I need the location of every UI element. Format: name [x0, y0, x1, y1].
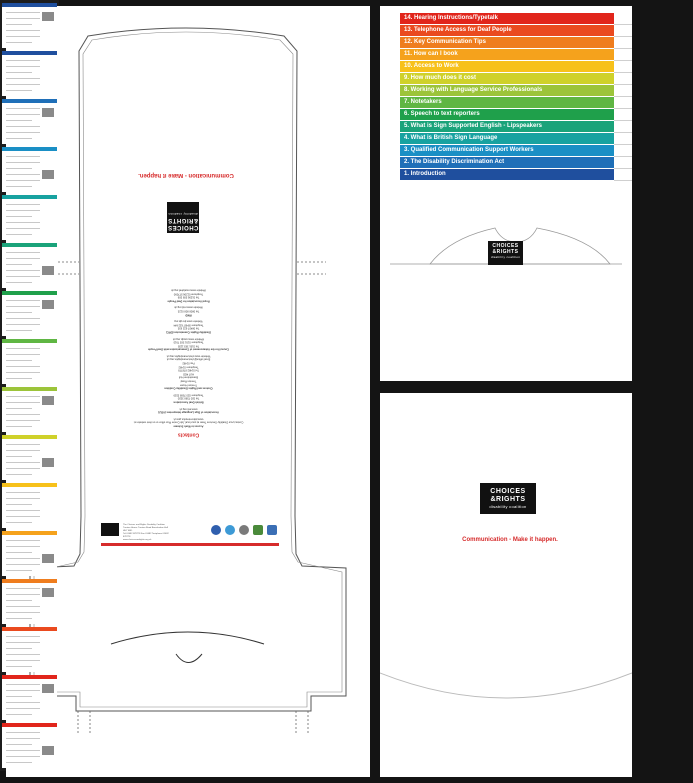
tab-13: 13. Telephone Access for Deaf People — [400, 25, 614, 36]
contact-line: Tel 0191 383 1155 — [177, 344, 200, 348]
thumbnail-text-line — [6, 312, 32, 313]
thumbnail-text-line — [6, 522, 32, 523]
page-thumbnail — [2, 579, 57, 624]
thumbnail-text-line — [6, 564, 40, 565]
thumbnail-text-line — [6, 282, 32, 283]
tab-5: 5. What is Sign Supported English - Lipspeakers — [400, 121, 614, 132]
footer-line: The Choices and Rights Disability Coalition — [123, 524, 165, 526]
logo-line1: CHOICES — [492, 243, 519, 249]
logo-line1: CHOICES — [490, 488, 526, 495]
thumbnail-text-line — [6, 234, 32, 235]
footer-red-rule — [101, 543, 279, 546]
thumbnail-text-line — [6, 654, 40, 655]
pocket-logo — [488, 241, 523, 265]
tab-11: 11. How can I book — [400, 49, 614, 60]
thumbnail-colour-bar — [2, 339, 57, 343]
page-thumbnail — [2, 387, 57, 432]
funder-logo-icon — [211, 525, 221, 535]
thumbnail-colour-bar — [2, 3, 57, 7]
thumbnail-text-line — [6, 18, 40, 19]
thumbnail-text-line — [6, 366, 40, 367]
thumbnail-photo — [42, 396, 54, 405]
contact-line: HU7 4ED — [183, 372, 194, 376]
thumbnail-photo — [42, 300, 54, 309]
thumbnail-text-line — [6, 588, 40, 589]
pocket-outline — [380, 6, 632, 381]
thumbnail-text-line — [6, 642, 40, 643]
footer-strip — [101, 523, 279, 545]
page-thumbnail — [2, 291, 57, 336]
thumbnail-text-line — [6, 84, 40, 85]
contact-entry — [96, 417, 281, 428]
thumbnail-text-line — [6, 708, 40, 709]
footer-line: Trenton House Trenton Road Bransholme Hull HU7 4ED — [123, 527, 168, 532]
thumbnail-colour-bar — [2, 483, 57, 487]
cover-tagline: Communication - Make it happen. — [462, 537, 558, 543]
thumbnail-colour-bar — [2, 51, 57, 55]
thumbnail-text-line — [6, 474, 32, 475]
thumbnail-text-line — [6, 162, 40, 163]
thumbnail-text-line — [6, 744, 32, 745]
contact-line: www.jobcentreplus.gov.uk — [173, 417, 204, 421]
front-cover-panel — [380, 393, 632, 777]
thumbnail-text-line — [6, 354, 40, 355]
thumbnail-photo — [42, 684, 54, 693]
page-thumbnail — [2, 99, 57, 144]
contact-name: British Deaf Association — [173, 400, 204, 404]
thumbnail-text-line — [6, 462, 40, 463]
contact-line: Tel 08457 622 633 — [177, 326, 200, 330]
contact-line: www.asli.org.uk — [179, 407, 198, 411]
thumbnail-text-line — [6, 156, 40, 157]
contact-line: Website www.rnid.org.uk — [174, 305, 203, 309]
tab-10: 10. Access to Work — [400, 61, 614, 72]
contact-name: Council for the Advancement of Communication with Deaf People — [148, 347, 229, 351]
thumbnail-text-line — [6, 444, 40, 445]
thumbnail-text-line — [6, 606, 40, 607]
thumbnail-text-line — [6, 300, 40, 301]
thumbnail-text-line — [6, 600, 32, 601]
thumbnail-photo — [42, 108, 54, 117]
thumbnail-colour-bar — [2, 243, 57, 247]
tab-9: 9. How much does it cost — [400, 73, 614, 84]
contact-name: RNID — [185, 313, 192, 317]
thumbnail-text-line — [6, 450, 40, 451]
thumbnail-text-line — [6, 264, 32, 265]
contact-line: Fax 01482 — [182, 361, 195, 365]
thumbnail-text-line — [6, 60, 40, 61]
thumbnail-text-line — [6, 492, 40, 493]
thumbnail-text-line — [6, 756, 40, 757]
page-thumbnail — [2, 3, 57, 48]
thumbnail-text-line — [6, 498, 40, 499]
thumbnail-photo — [42, 588, 54, 597]
thumbnail-text-line — [6, 126, 40, 127]
thumbnail-colour-bar — [2, 531, 57, 535]
footer-address — [123, 524, 171, 542]
funder-logo-icon — [239, 525, 249, 535]
thumbnail-text-line — [6, 552, 32, 553]
thumbnail-text-line — [6, 252, 40, 253]
thumbnail-text-line — [6, 690, 40, 691]
thumbnail-colour-bar — [2, 723, 57, 727]
thumbnail-text-line — [6, 456, 32, 457]
thumbnail-colour-bar — [2, 387, 57, 391]
logo-line2: &RIGHTS — [490, 496, 526, 503]
tab-12: 12. Key Communication Tips — [400, 37, 614, 48]
thumbnail-text-line — [6, 762, 32, 763]
thumbnail-text-line — [6, 186, 32, 187]
thumbnail-photo — [42, 554, 54, 563]
contact-line: Textphone 01206 577090 — [173, 292, 204, 296]
thumbnail-photo — [42, 170, 54, 179]
thumbnail-text-line — [6, 546, 40, 547]
logo-line1: CHOICES — [167, 224, 199, 230]
page-thumbnail — [2, 627, 57, 672]
contact-entry — [96, 337, 281, 351]
cover-pocket-curve — [380, 393, 632, 777]
tab-7: 7. Notetakers — [400, 97, 614, 108]
thumbnail-colour-bar — [2, 291, 57, 295]
contact-line: Tel 0808 808 0123 — [177, 309, 200, 313]
thumbnail-text-line — [6, 660, 40, 661]
tab-3: 3. Qualified Communication Support Workers — [400, 145, 614, 156]
tab-14: 14. Hearing Instructions/Typetalk — [400, 13, 614, 24]
thumbnail-text-line — [6, 738, 40, 739]
page-thumbnail — [2, 435, 57, 480]
thumbnail-colour-bar — [2, 627, 57, 631]
thumbnail-text-line — [6, 78, 40, 79]
thumbnail-text-line — [6, 732, 40, 733]
thumbnail-text-line — [6, 114, 40, 115]
page-thumbnail — [2, 51, 57, 96]
thumbnail-text-line — [6, 72, 32, 73]
thumbnail-photo — [42, 746, 54, 755]
thumbnail-text-line — [6, 594, 40, 595]
logo-line2: &RIGHTS — [167, 217, 199, 223]
thumbnail-photo — [42, 458, 54, 467]
thumbnail-text-line — [6, 402, 40, 403]
thumbnail-text-line — [6, 570, 32, 571]
contact-entry — [96, 393, 281, 404]
contact-entry — [96, 305, 281, 316]
contact-line: Trenton House — [179, 383, 198, 387]
contact-line: Textphone 0191 383 7915 — [173, 340, 204, 344]
page-thumbnail — [2, 531, 57, 576]
thumbnail-text-line — [6, 504, 32, 505]
thumbnail-text-line — [6, 666, 32, 667]
folder-reverse-panel — [6, 6, 370, 777]
contact-line: Website www.choicesandrights.org.uk — [166, 354, 211, 358]
thumbnail-text-line — [6, 180, 40, 181]
thumbnail-text-line — [6, 66, 40, 67]
page-thumbnail — [2, 195, 57, 240]
logo-line3: disability coalition — [489, 504, 527, 509]
page-thumbnail — [2, 339, 57, 384]
logo-line3: disability coalition — [490, 255, 521, 259]
thumbnail-text-line — [6, 42, 32, 43]
contact-name: Association of Sign Language Interpreters (ASLI) — [158, 410, 219, 414]
footer-line: www.choicesandrights.org.uk — [123, 539, 152, 541]
thumbnail-text-line — [6, 12, 40, 13]
contact-line: Website www.cacdp.org.uk — [172, 337, 205, 341]
thumbnail-text-line — [6, 684, 40, 685]
thumbnail-text-line — [6, 396, 40, 397]
left-logo-rotated — [167, 202, 199, 233]
tab-6: 6. Speech to text reporters — [400, 109, 614, 120]
thumbnail-text-line — [6, 276, 40, 277]
page-thumbnail — [2, 243, 57, 288]
thumbnail-text-line — [6, 510, 40, 511]
thumbnail-colour-bar — [2, 579, 57, 583]
divider-tabs-panel — [380, 6, 632, 381]
thumbnail-text-line — [6, 324, 40, 325]
thumbnail-text-line — [6, 270, 40, 271]
contact-line: Tel 01482 878778 — [178, 368, 199, 372]
thumbnail-photo — [42, 12, 54, 21]
thumbnail-text-line — [6, 222, 40, 223]
thumbnail-text-line — [6, 360, 32, 361]
tab-4: 4. What is British Sign Language — [400, 133, 614, 144]
thumbnail-text-line — [6, 36, 40, 37]
thumbnail-text-line — [6, 372, 40, 373]
thumbnail-text-line — [6, 558, 40, 559]
contacts-block-rotated — [96, 288, 281, 441]
thumbnail-text-line — [6, 108, 40, 109]
funder-logo-icon — [225, 525, 235, 535]
thumbnail-text-line — [6, 378, 32, 379]
thumbnail-text-line — [6, 426, 32, 427]
thumbnail-text-line — [6, 204, 40, 205]
left-tagline-rotated: Communication - Make it happen. — [138, 172, 234, 178]
contact-line: Textphone 08457 622 644 — [173, 323, 204, 327]
thumbnail-text-line — [6, 414, 40, 415]
thumbnail-text-line — [6, 30, 40, 31]
thumbnail-photo — [42, 266, 54, 275]
thumbnail-text-line — [6, 174, 40, 175]
thumbnail-colour-bar — [2, 435, 57, 439]
tab-1: 1. Introduction — [400, 169, 614, 180]
thumbnail-text-line — [6, 306, 40, 307]
contact-entry — [96, 407, 281, 414]
contact-name: Royal Association for Deaf People — [167, 299, 210, 303]
thumbnail-text-line — [6, 636, 40, 637]
contact-line: Textphone 01482 — [178, 365, 199, 369]
contact-name: Disability Rights Commission (DRC) — [166, 330, 211, 334]
thumbnail-text-line — [6, 408, 32, 409]
thumbnail-text-line — [6, 420, 40, 421]
page-thumbnail — [2, 675, 57, 720]
contact-line: Trenton Road — [180, 379, 197, 383]
funder-logo-icon — [253, 525, 263, 535]
contact-name: Access to Work Scheme — [173, 424, 204, 428]
thumbnail-text-line — [6, 132, 40, 133]
contact-entry — [96, 354, 281, 390]
thumbnail-text-line — [6, 648, 32, 649]
logo-line2: &RIGHTS — [492, 249, 519, 255]
footer-logo-block — [101, 523, 119, 536]
thumbnail-text-line — [6, 330, 32, 331]
contact-line: Email office@choicesandrights.org.uk — [166, 358, 211, 362]
contact-line: Tel 01206 509 509 — [177, 295, 200, 299]
thumbnail-text-line — [6, 258, 40, 259]
logo-line3: disability coalition — [168, 212, 198, 216]
thumbnail-text-line — [6, 210, 40, 211]
contact-line: Website www.royaldeaf.org.uk — [171, 288, 206, 292]
thumbnail-text-line — [6, 168, 32, 169]
thumbnail-text-line — [6, 618, 32, 619]
contact-line: Textphone 020 7588 3529 — [173, 393, 204, 397]
contact-entry — [96, 319, 281, 333]
page-thumbnail — [2, 147, 57, 192]
contact-line: Tel 020 7588 3520 — [177, 397, 200, 401]
contact-line: Bransholme Hull — [178, 376, 199, 380]
thumbnail-text-line — [6, 612, 40, 613]
footer-line: Tel 01482 878778 Fax 01482 Textphone 01482 878778 — [123, 533, 169, 538]
contact-line: Contact your Disability Services Team at your local Job Centre Plus office or on their website at: — [133, 421, 244, 424]
contact-line: Website www.drc-gb.org — [174, 319, 203, 323]
page-thumbnail — [2, 483, 57, 528]
thumbnail-text-line — [6, 714, 32, 715]
thumbnail-text-line — [6, 138, 32, 139]
thumbnail-text-line — [6, 90, 32, 91]
funder-logo-icon — [267, 525, 277, 535]
contact-name: Choices and Rights Disability Coalition — [164, 386, 213, 390]
thumbnail-text-line — [6, 540, 40, 541]
thumbnail-text-line — [6, 24, 32, 25]
tab-2: 2. The Disability Discrimination Act — [400, 157, 614, 168]
contacts-title: Contacts — [177, 431, 200, 438]
thumbnail-text-line — [6, 318, 40, 319]
thumbnail-colour-bar — [2, 195, 57, 199]
thumbnail-text-line — [6, 516, 40, 517]
thumbnail-text-line — [6, 702, 40, 703]
thumbnail-text-line — [6, 750, 40, 751]
thumbnail-text-line — [6, 348, 40, 349]
thumbnail-colour-bar — [2, 147, 57, 151]
thumbnail-colour-bar — [2, 99, 57, 103]
page-thumbnail — [2, 723, 57, 768]
thumbnail-text-line — [6, 468, 40, 469]
tab-8: 8. Working with Language Service Professionals — [400, 85, 614, 96]
thumbnail-text-line — [6, 120, 32, 121]
thumbnail-colour-bar — [2, 675, 57, 679]
thumbnail-text-line — [6, 696, 32, 697]
thumbnail-text-line — [6, 216, 32, 217]
thumbnail-text-line — [6, 228, 40, 229]
contact-entry — [96, 288, 281, 302]
